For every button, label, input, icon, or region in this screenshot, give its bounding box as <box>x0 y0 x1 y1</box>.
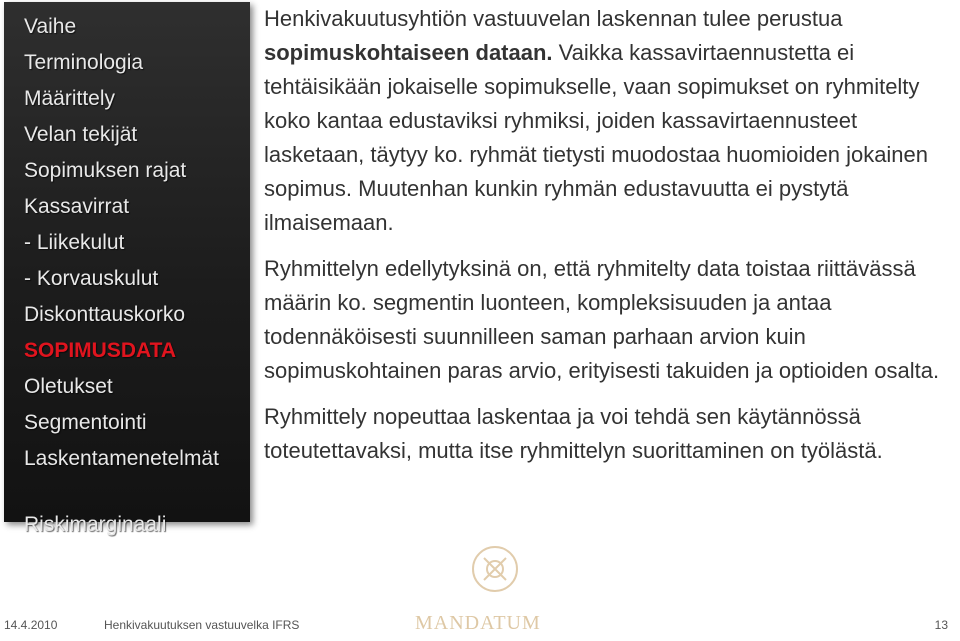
sidebar-item-kassavirrat[interactable]: Kassavirrat <box>24 195 130 218</box>
sidebar-item-laskentamenetelmat[interactable]: Laskentamenetelmät <box>24 447 219 470</box>
sidebar-item-vaihe[interactable]: Vaihe <box>24 15 77 38</box>
sidebar-item-maarittely[interactable]: Määrittely <box>24 87 116 110</box>
sidebar-item-oletukset[interactable]: Oletukset <box>24 375 113 398</box>
paragraph-emphasis: sopimuskohtaiseen dataan. <box>264 40 553 65</box>
paragraph-rest: Vaikka kassavirtaennustetta ei tehtäisikään jokaiselle sopimukselle, vaan sopimukset on ryhmitelty koko kantaa edustaviksi ryhmiksi, joiden kassavirtaennusteet lasketaan, täytyy ko. ryhmät tietysti muodostaa huomioiden jokainen sopimus. Muutenhan kunkin ryhmän edustavuutta ei pystytä ilmaisemaan. <box>264 40 929 235</box>
paragraph-sopimusdata <box>264 2 954 240</box>
slide-content <box>264 2 954 480</box>
mandatum-logo-icon <box>470 544 520 594</box>
sidebar-item-sopimusdata[interactable]: SOPIMUSDATA <box>24 339 177 362</box>
sidebar-item-sopimuksen-rajat[interactable]: Sopimuksen rajat <box>24 159 187 182</box>
sidebar-item-korvauskulut[interactable]: - Korvauskulut <box>24 267 159 290</box>
page-number: 13 <box>934 618 948 632</box>
mandatum-logo-text: MANDATUM <box>415 612 541 634</box>
paragraph-start: Henkivakuutusyhtiön vastuuvelan laskennan tulee perustua <box>264 6 843 31</box>
sidebar-item-terminologia[interactable]: Terminologia <box>24 51 144 74</box>
sidebar-item-segmentointi[interactable]: Segmentointi <box>24 411 147 434</box>
sidebar-item-riskimarginaali[interactable]: Riskimarginaali <box>24 513 167 536</box>
sidebar-item-velan-tekijat[interactable]: Velan tekijät <box>24 123 138 146</box>
paragraph-ryhmittely-edellytykset: Ryhmittelyn edellytyksinä on, että ryhmitelty data toistaa riittävässä määrin ko. segmentin luonteen, kompleksisuuden ja antaa todennäköisesti suunnilleen saman parhaan arvion kuin sopimuskohtainen paras arvio, erityisesti takuiden ja optioiden osalta. <box>264 256 940 383</box>
footer-title: Henkivakuutuksen vastuuvelka IFRS <box>104 618 300 632</box>
sidebar-nav <box>4 2 250 536</box>
sidebar-item-liikekulut[interactable]: - Liikekulut <box>24 231 125 254</box>
paragraph-ryhmittely-hyodyt: Ryhmittely nopeuttaa laskentaa ja voi tehdä sen käytännössä toteutettavaksi, mutta itse ryhmittelyn suorittaminen on työlästä. <box>264 404 883 463</box>
sidebar-item-diskonttauskorko[interactable]: Diskonttauskorko <box>24 303 186 326</box>
slide-footer <box>0 614 960 638</box>
footer-date: 14.4.2010 <box>4 618 58 632</box>
